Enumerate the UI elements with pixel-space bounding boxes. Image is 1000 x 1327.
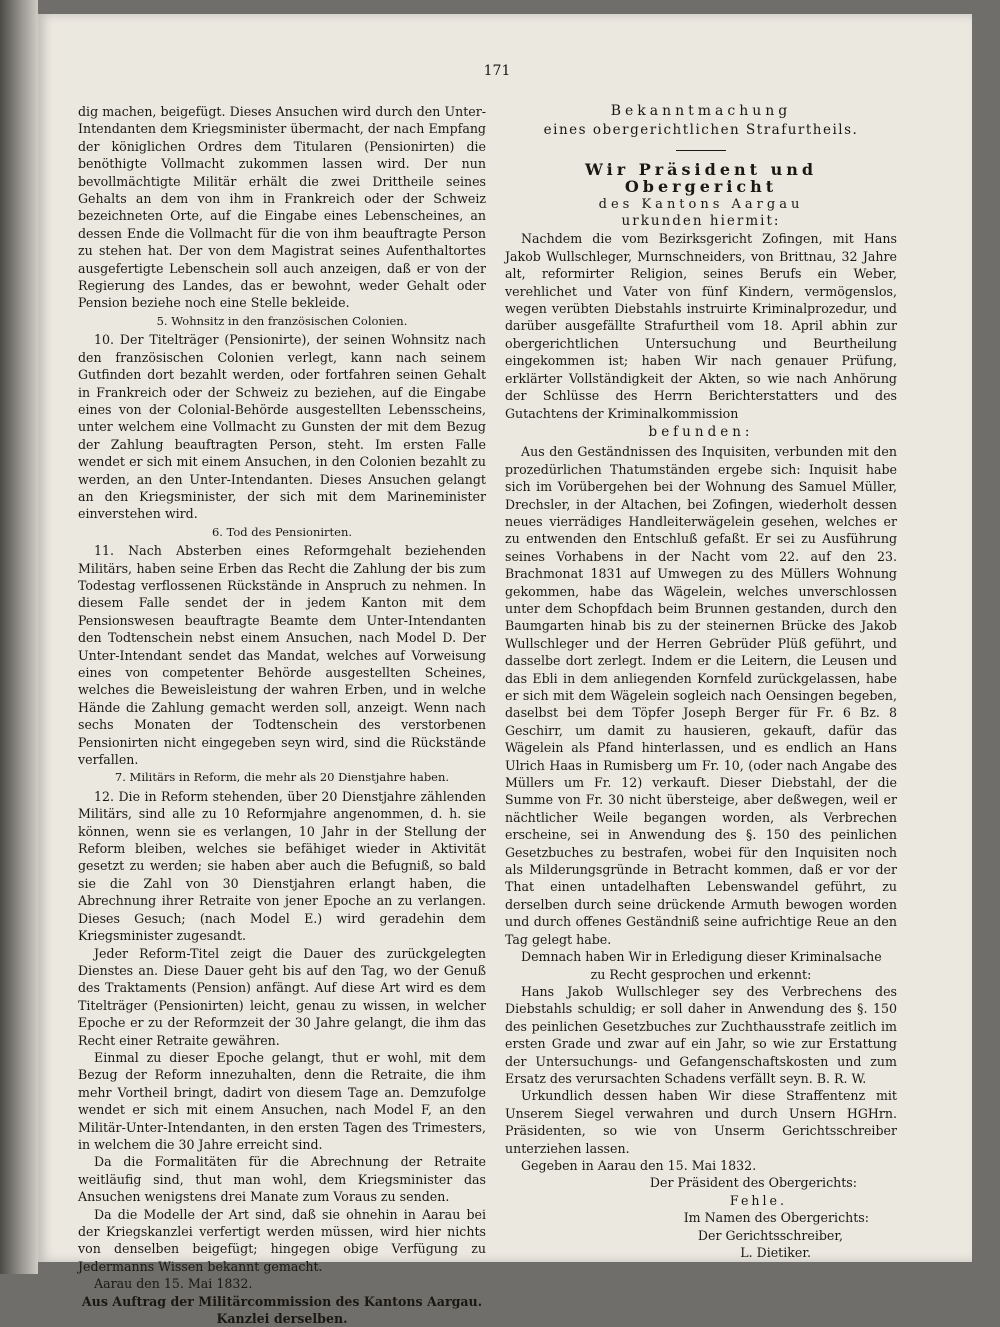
announcement-subtitle: eines obergerichtlichen Strafurtheils. [543,122,859,139]
verdict-heading: zu Recht gesprochen und erkennt: [590,966,812,982]
right-paragraph-5: Urkundlich dessen haben Wir diese Straffentenz mit Unserem Siegel verwahren und durch Unsern HGHrn. Präsidenten, so wie von Unserm Gerichtsschreiber unterziehen lassen. [505,1088,897,1156]
section-heading-6: 6. Tod des Pensionirten. [211,524,353,539]
left-paragraph-1: dig machen, beigefügt. Dieses Ansuchen wird durch den Unter-Intendanten dem Kriegsminister übermacht, der nach Empfang der königlichen Ordres dem Titularen (Pensionirten) die benöthigte Vollmacht zukommen lassen wird. Der nun bevollmächtigte Militär erhält die zwei Drittheile seines Gehalts an dem von ihm in Frankreich oder der Schweiz bezeichneten Orte, auf die Eingabe eines Lebenscheines, an dessen Ende die Vollmacht für die von ihm beauftragte Person zu stehen hat. Der von dem Magistrat seines Aufenthaltortes ausgefertigte Lebenschein soll auch anzeigen, daß er von der Regierung des Landes, das er bewohnt, weder Gehalt oder Pension beziehe noch eine Stelle bekleide. [78,104,486,311]
left-paragraph-14: Einmal zu dieser Epoche gelangt, thut er wohl, mit dem Bezug der Reform innezuhalten, denn die Retraite, die ihm mehr Vortheil bringt, dadirt von diesem Tage an. Demzufolge wendet er sich mit einem Ansuchen, nach Model F, an den Militär-Unter-Intendanten, in den ersten Tagen des Trimesters, in welchem die 30 Jahre erreicht sind. [78,1049,486,1152]
canton-heading: des Kantons Aargau [598,196,804,212]
right-paragraph-3: Demnach haben Wir in Erledigung dieser Kriminalsache [521,949,882,965]
left-closing-commission: Aus Auftrag der Militärcommission des Kantons Aargau. [81,1293,483,1309]
certify-heading: urkunden hiermit: [621,213,781,230]
section-heading-5: 5. Wohnsitz in den französischen Colonien. [156,313,408,328]
title-divider [676,150,726,151]
left-paragraph-11: 11. Nach Absterben eines Reformgehalt beziehenden Militärs, haben seine Erben das Recht die Zahlung der bis zum Todestag verflossenen Rückstände in Anspruch zu nehmen. In diesem Falle sendet der in jedem Kanton mit dem Pensionswesen beauftragte Beamte dem Unter-Intendanten den Todtenschein nebst einem Ansuchen, nach Model D. Der Unter-Intendant sendet das Mandat, welches auf Vorweisung eines von competenter Behörde ausgestellten Scheines, welches die Beweisleistung der wahren Erben, und in welche Hände die Zahlung gemacht werden soll, anzeigt. Wenn nach sechs Monaten der Todtenschein des verstorbenen Pensionirten nicht eingegeben seyn wird, sind die Rückstände verfallen. [78,543,486,768]
book-binding-edge [0,0,38,1274]
left-paragraph-10: 10. Der Titelträger (Pensionirte), der seinen Wohnsitz nach den französischen Colonien verlegt, kann nach seinem Gutfinden dort bezahlt werden, oder fortfahren seinen Gehalt in Frankreich oder der Schweiz zu beziehen, auf die Eingabe eines von der Colonial-Behörde ausgestellten Lebensscheins, unter welchem eine Vollmacht zu Gunsten der mit dem Bezug der Zahlung beauftragten Person, steht. Im ersten Falle wendet er sich mit einem Ansuchen, in den Colonien bezahlt zu werden, an den Unter-Intendanten. Dieses Ansuchen gelangt an den Kriegsminister, der sich mit dem Marineminister einverstehen wird. [78,332,486,522]
page-number: 171 [483,63,511,79]
right-paragraph-2: Aus den Geständnissen des Inquisiten, verbunden mit den prozedürlichen Thatumständen ergebe sich: Inquisit habe sich im Vorübergehen bei der Wohnung des Samuel Müller, Drechsler, in der Altachen, bei Zofingen, wiederholt dessen neues vierrädiges Handleiterwägelein gesehen, welches er zu entwenden den Entschluß gefaßt. Er sei zu Ausführung seines Vorhabens in der Nacht vom 22. auf den 23. Brachmonat 1831 auf Umwegen zu des Müllers Wohnung gekommen, habe das Wägelein, welches unverschlossen unter dem Schopfdach beim Brunnen gestanden, durch den Baumgarten hinab bis zu der steinernen Brücke des Jakob Wullschleger und der Herren Gebrüder Plüß geführt, und dasselbe dort zerlegt. Indem er die Leitern, die Leusen und das Ebli in dem anliegenden Kornfeld zurückgelassen, habe er sich mit dem Wägelein sogleich nach Oensingen begeben, daselbst bei dem Töpfer Joseph Berger für Fr. 6 Bz. 8 Geschirr, um damit zu hausieren, gekauft, dafür das Wägelein als Pfand hinterlassen, und es endlich an Hans Ulrich Haas in Rumisberg um Fr. 10, (oder nach Angabe des Müllers um Fr. 12) verkauft. Dieser Diebstahl, der die Summe von Fr. 30 nicht übersteige, aber deßwegen, weil er nächtlicher Weile begangen worden, als Verbrechen erscheine, sei in Anwendung des §. 150 des peinlichen Gesetzbuches zu bestrafen, wobei für den Inquisiten noch als Milderungsgründe in Betracht kommen, daß er vor der That einen untadelhaften Lebenswandel geführt, zu derselben durch seine drückende Armuth bewogen worden und durch offenes Geständniß seine aufrichtige Reue an den Tag gelegt habe. [505,444,897,947]
left-column [78,103,486,1327]
left-closing-chancery: Kanzlei derselben. [216,1311,348,1327]
signature-president-name: Fehle. [729,1192,787,1208]
court-heading: Wir Präsident und Obergericht [584,159,818,197]
left-paragraph-15: Da die Formalitäten für die Abrechnung der Retraite weitläufig sind, thut man wohl, dem Kriegsminister das Ansuchen wenigstens drei Manate zum Voraus zu senden. [78,1154,486,1205]
signature-court-line: Im Namen des Obergerichts: [683,1210,869,1226]
section-heading-7: 7. Militärs in Reform, die mehr als 20 Dienstjahre haben. [114,770,450,785]
signature-clerk-name: L. Dietiker. [740,1245,811,1260]
right-paragraph-4: Hans Jakob Wullschleger sey des Verbrechens des Diebstahls schuldig; er soll daher in Anwendung des §. 150 des peinlichen Gesetzbuches zur Zuchthausstrafe zeitlich im ersten Grade und zwar auf ein Jahr, so wie zur Erstattung der Untersuchungs- und Gefangenschaftskosten und zum Ersatz des verursachten Schadens verfällt seyn. B. R. W. [505,983,897,1086]
left-paragraph-12: 12. Die in Reform stehenden, über 20 Dienstjahre zählenden Militärs, sind alle zu 10 Reformjahre angenommen, d. h. sie können, wenn sie es verlangen, 10 Jahr in der Stellung der Reform bleiben, welches sie befähiget wieder in Aktivität gesetzt zu werden; sie haben aber auch die Befugniß, so bald sie die Zahl von 30 Dienstjahren erlangt haben, die Abrechnung ihrer Retraite von jener Epoche an zu verlangen. Dieses Gesuch; (nach Model E.) wird geradehin dem Kriegsminister zugesandt. [78,788,486,944]
left-paragraph-16: Da die Modelle der Art sind, daß sie ohnehin in Aarau bei der Kriegskanzlei verfertigt werden müssen, wird hier nichts von denselben beigefügt; hingegen obige Verfügung zu Jedermanns Wissen bekannt gemacht. [78,1206,486,1274]
signature-clerk-title: Der Gerichtsschreiber, [697,1227,843,1243]
right-date: Gegeben in Aarau den 15. Mai 1832. [521,1157,757,1173]
right-column [505,103,897,1261]
signature-president-title: Der Präsident des Obergerichts: [649,1175,857,1191]
befunden-heading: befunden: [648,423,754,440]
announcement-title: Bekanntmachung [610,103,792,119]
right-paragraph-1: Nachdem die vom Bezirksgericht Zofingen, mit Hans Jakob Wullschleger, Murnschneiders, von Brittnau, 32 Jahre alt, reformirter Religion, seines Berufs ein Weber, verehlichet und Vater von fünf Kindern, vermögenslos, wegen verübten Diebstahls instruirte Kriminalprozedur, und darüber ausgefällte Strafurtheil vom 18. April abhin zur obergerichtlichen Untersuchung und Beurtheilung eingekommen ist; haben Wir nach genauer Prüfung, erklärter Vollständigkeit der Akten, so wie nach Anhörung der Schlüsse des Herrn Berichterstatters und des Gutachtens der Kriminalkommission [505,231,897,421]
left-date: Aarau den 15. Mai 1832. [94,1276,253,1292]
left-paragraph-13: Jeder Reform-Titel zeigt die Dauer des zurückgelegten Dienstes an. Diese Dauer geht bis auf den Tag, wo der Genuß des Traktaments (Pension) anfängt. Auf diese Art wird es dem Titelträger (Pensionirten) leicht, genau zu wissen, in welcher Epoche er zu der Reformzeit der 30 Jahre gelangt, die ihm das Recht einer Retraite gewähren. [78,945,486,1048]
